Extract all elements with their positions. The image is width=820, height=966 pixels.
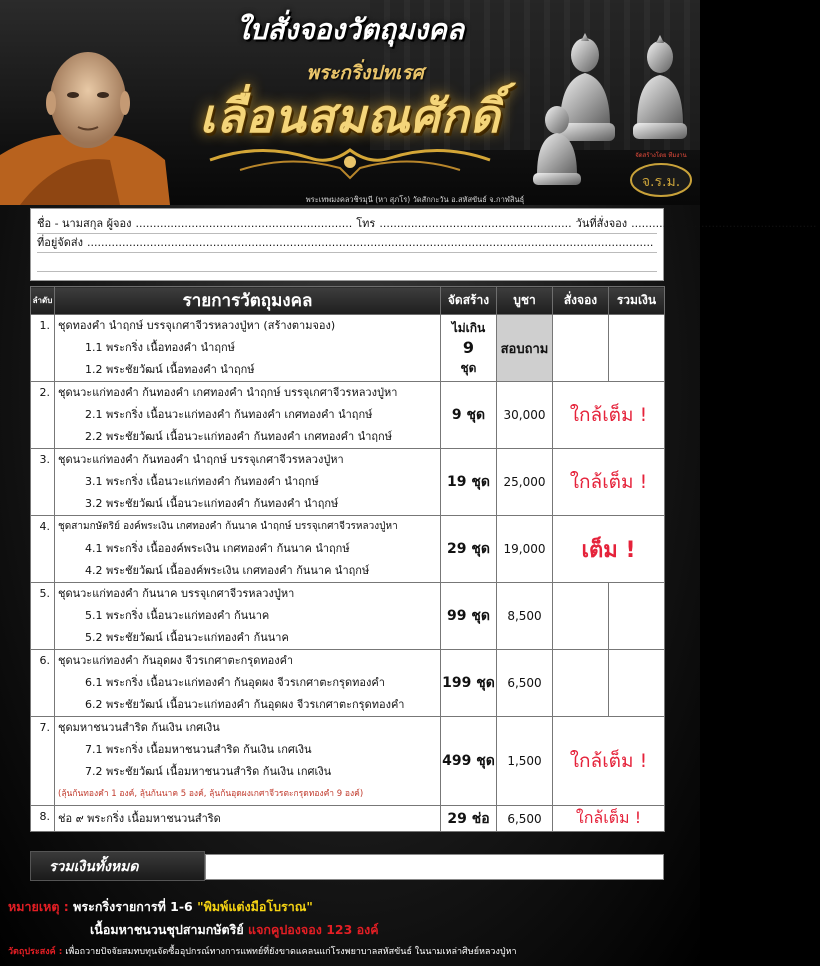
row-sub-item: 4.1 พระกริ่ง เนื้อองค์พระเงิน เกศทองคำ ก้นนาค นำฤกษ์ <box>85 542 350 555</box>
row-sub-item: 7.2 พระชัยวัฒน์ เนื้อมหาชนวนสำริด ก้นเงิน เกศเงิน <box>85 765 332 778</box>
gold-ornament-icon <box>200 140 500 180</box>
header-qty: จัดสร้าง <box>441 287 497 315</box>
row-title: ชุดนวะแก่ทองคำ ก้นนาค บรรจุเกศาจีวรหลวงปู่หา <box>58 587 295 600</box>
customer-info-box <box>30 208 817 281</box>
row-qty: 29 ช่อ <box>441 806 497 832</box>
date-label: วันที่สั่งจอง <box>575 217 628 230</box>
qty-number: 9 <box>462 338 475 357</box>
row-number: 2. <box>31 382 55 449</box>
row-sub-item: 2.2 พระชัยวัฒน์ เนื้อนวะแก่ทองคำ ก้นทองคำ เกศทองคำ นำฤกษ์ <box>85 430 392 443</box>
row-items <box>55 516 441 583</box>
phone-label: โทร <box>356 217 376 230</box>
header-banner <box>0 0 700 205</box>
row-sub-item: 3.2 พระชัยวัฒน์ เนื้อนวะแก่ทองคำ ก้นทองคำ นำฤกษ์ <box>85 497 339 510</box>
row-number: 7. <box>31 717 55 806</box>
row-status-cell[interactable] <box>553 516 665 583</box>
remark-line-1 <box>8 897 313 917</box>
row-title: ชุดสามกษัตริย์ องค์พระเงิน เกศทองคำ ก้นนาค นำฤกษ์ บรรจุเกศาจีวรหลวงปู่หา <box>58 521 398 532</box>
row-order-cell[interactable] <box>553 650 609 717</box>
header-main-title: เลื่อนสมณศักดิ์ <box>199 89 501 143</box>
status-badge: เต็ม ! <box>581 537 636 563</box>
row-price: 30,000 <box>497 382 553 449</box>
row-items <box>55 583 441 650</box>
row-sub-item: 1.2 พระชัยวัฒน์ เนื้อทองคำ นำฤกษ์ <box>85 363 255 376</box>
purpose-label: วัตถุประสงค์ : <box>8 947 63 957</box>
row-qty: 99 ชุด <box>441 583 497 650</box>
row-sub-item: 5.1 พระกริ่ง เนื้อนวะแก่ทองคำ ก้นนาค <box>85 609 270 622</box>
row-sub-item: 6.2 พระชัยวัฒน์ เนื้อนวะแก่ทองคำ ก้นอุดผง จีวรเกศาตะกรุดทองคำ <box>85 698 405 711</box>
row-items <box>55 382 441 449</box>
status-badge: ใกล้เต็ม ! <box>575 808 642 827</box>
row-status-cell[interactable] <box>553 449 665 516</box>
header-caption: พระเทพมงคลวชิรมุนี (หา สุภโร) วัดสักกะวัน อ.สหัสขันธ์ จ.กาฬสินธุ์ <box>305 195 525 204</box>
info-line-address-2[interactable] <box>37 253 657 272</box>
row-note: (ลุ้นก้นทองคำ 1 องค์, ลุ้นก้นนาค 5 องค์, ลุ้นก้นอุดผงเกศาจีวรตะกรุดทองคำ 9 องค์) <box>58 789 364 799</box>
header-order: สั่งจอง <box>553 287 609 315</box>
row-sub-item: 3.1 พระกริ่ง เนื้อนวะแก่ทองคำ ก้นทองคำ นำฤกษ์ <box>85 475 319 488</box>
table-row <box>31 449 665 516</box>
info-line-address[interactable]: ที่อยู่จัดส่ง .................................................................................................................................................................. <box>37 234 657 253</box>
row-price: 6,500 <box>497 650 553 717</box>
row-items <box>55 449 441 516</box>
table-row <box>31 315 665 382</box>
table-header-row <box>31 287 665 315</box>
row-title: ชุดนวะแก่ทองคำ ก้นอุดผง จีวรเกศาตะกรุดทองคำ <box>58 654 294 667</box>
row-qty: 29 ชุด <box>441 516 497 583</box>
row-number: 1. <box>31 315 55 382</box>
remark-line-2 <box>90 920 379 940</box>
row-qty: 19 ชุด <box>441 449 497 516</box>
row-items <box>55 806 441 832</box>
row-qty: 9 ชุด <box>441 382 497 449</box>
total-label: รวมเงินทั้งหมด <box>30 851 205 881</box>
monk-portrait-image <box>0 35 170 205</box>
status-badge: ใกล้เต็ม ! <box>569 471 648 493</box>
table-row <box>31 806 665 832</box>
qty-top: ไม่เกิน <box>451 321 486 335</box>
row-price: สอบถาม <box>497 315 553 382</box>
row-sub-item: 1.1 พระกริ่ง เนื้อทองคำ นำฤกษ์ <box>85 341 235 354</box>
row-title: ชุดนวะแก่ทองคำ ก้นทองคำ เกศทองคำ นำฤกษ์ บรรจุเกศาจีวรหลวงปู่หา <box>58 386 398 399</box>
row-price: 25,000 <box>497 449 553 516</box>
row-status-cell[interactable] <box>553 806 665 832</box>
table-row <box>31 583 665 650</box>
status-badge: ใกล้เต็ม ! <box>569 750 648 772</box>
purpose-text: เพื่อถวายปัจจัยสมทบทุนจัดซื้ออุปกรณ์ทางการแพทย์ที่ยังขาดแคลนแก่โรงพยาบาลสหัสขันธ์ ในนามเหล่าศิษย์หลวงปู่หา <box>65 947 517 957</box>
row-status-cell[interactable] <box>553 717 665 806</box>
row-sum-cell[interactable] <box>609 650 665 717</box>
row-sub-item: 6.1 พระกริ่ง เนื้อนวะแก่ทองคำ ก้นอุดผง จีวรเกศาตะกรุดทองคำ <box>85 676 385 689</box>
total-amount-field[interactable] <box>205 854 664 880</box>
row-order-cell[interactable] <box>553 315 609 382</box>
row-number: 4. <box>31 516 55 583</box>
remark-2-highlight: แจกคูปองจอง 123 องค์ <box>248 922 379 937</box>
row-sub-item: 5.2 พระชัยวัฒน์ เนื้อนวะแก่ทองคำ ก้นนาค <box>85 631 289 644</box>
logo-caption: จัดสร้างโดย ทีมงาน <box>635 152 687 159</box>
row-number: 3. <box>31 449 55 516</box>
table-row <box>31 382 665 449</box>
order-table <box>30 286 665 832</box>
remark-1-text: พระกริ่งรายการที่ 1-6 <box>73 899 193 914</box>
row-number: 8. <box>31 806 55 832</box>
row-sub-item: 4.2 พระชัยวัฒน์ เนื้อองค์พระเงิน เกศทองคำ ก้นนาค นำฤกษ์ <box>85 564 370 577</box>
name-label: ชื่อ - นามสกุล ผู้จอง <box>37 217 132 230</box>
table-row <box>31 516 665 583</box>
header-price: บูชา <box>497 287 553 315</box>
qty-unit: ชุด <box>460 361 477 375</box>
status-badge: ใกล้เต็ม ! <box>569 404 648 426</box>
row-sum-cell[interactable] <box>609 583 665 650</box>
row-sub-item: 7.1 พระกริ่ง เนื้อมหาชนวนสำริด ก้นเงิน เกศเงิน <box>85 743 312 756</box>
row-qty <box>441 315 497 382</box>
row-items <box>55 315 441 382</box>
table-row <box>31 650 665 717</box>
row-price: 8,500 <box>497 583 553 650</box>
header-sum: รวมเงิน <box>609 287 665 315</box>
row-items <box>55 650 441 717</box>
row-sum-cell[interactable] <box>609 315 665 382</box>
row-title: ชุดทองคำ นำฤกษ์ บรรจุเกศาจีวรหลวงปู่หา (สร้างตามจอง) <box>58 319 336 332</box>
row-items <box>55 717 441 806</box>
purpose-line <box>8 944 517 958</box>
row-price: 19,000 <box>497 516 553 583</box>
table-row <box>31 717 665 806</box>
info-line-name[interactable]: ชื่อ - นามสกุล ผู้จอง .............................................................. โทร ....................................................... วันที่สั่งจอง ..................................................... <box>37 215 657 234</box>
remark-2-text: เนื้อมหาชนวนชุปสามกษัตริย์ <box>90 922 244 937</box>
row-title: ช่อ ๙ พระกริ่ง เนื้อมหาชนวนสำริด <box>58 811 221 825</box>
row-order-cell[interactable] <box>553 583 609 650</box>
row-status-cell[interactable] <box>553 382 665 449</box>
row-price: 1,500 <box>497 717 553 806</box>
row-number: 6. <box>31 650 55 717</box>
row-qty: 199 ชุด <box>441 650 497 717</box>
header-no: ลำดับ <box>31 287 55 315</box>
row-title: ชุดนวะแก่ทองคำ ก้นทองคำ นำฤกษ์ บรรจุเกศาจีวรหลวงปู่หา <box>58 453 344 466</box>
header-title: ใบสั่งจองวัตถุมงคล <box>236 13 464 46</box>
remark-1-quote: "พิมพ์แต่งมือโบราณ" <box>197 899 313 914</box>
row-qty: 499 ชุด <box>441 717 497 806</box>
logo-mark-text: จ.ร.ม. <box>641 174 681 190</box>
address-label: ที่อยู่จัดส่ง <box>37 236 83 249</box>
row-sub-item: 2.1 พระกริ่ง เนื้อนวะแก่ทองคำ ก้นทองคำ เกศทองคำ นำฤกษ์ <box>85 408 373 421</box>
row-title: ชุดมหาชนวนสำริด ก้นเงิน เกศเงิน <box>58 721 220 734</box>
header-items: รายการวัตถุมงคล <box>55 287 441 315</box>
row-number: 5. <box>31 583 55 650</box>
header-subtitle: พระกริ่งปทเรศ <box>306 62 424 84</box>
remark-label: หมายเหตุ : <box>8 899 69 914</box>
row-price: 6,500 <box>497 806 553 832</box>
